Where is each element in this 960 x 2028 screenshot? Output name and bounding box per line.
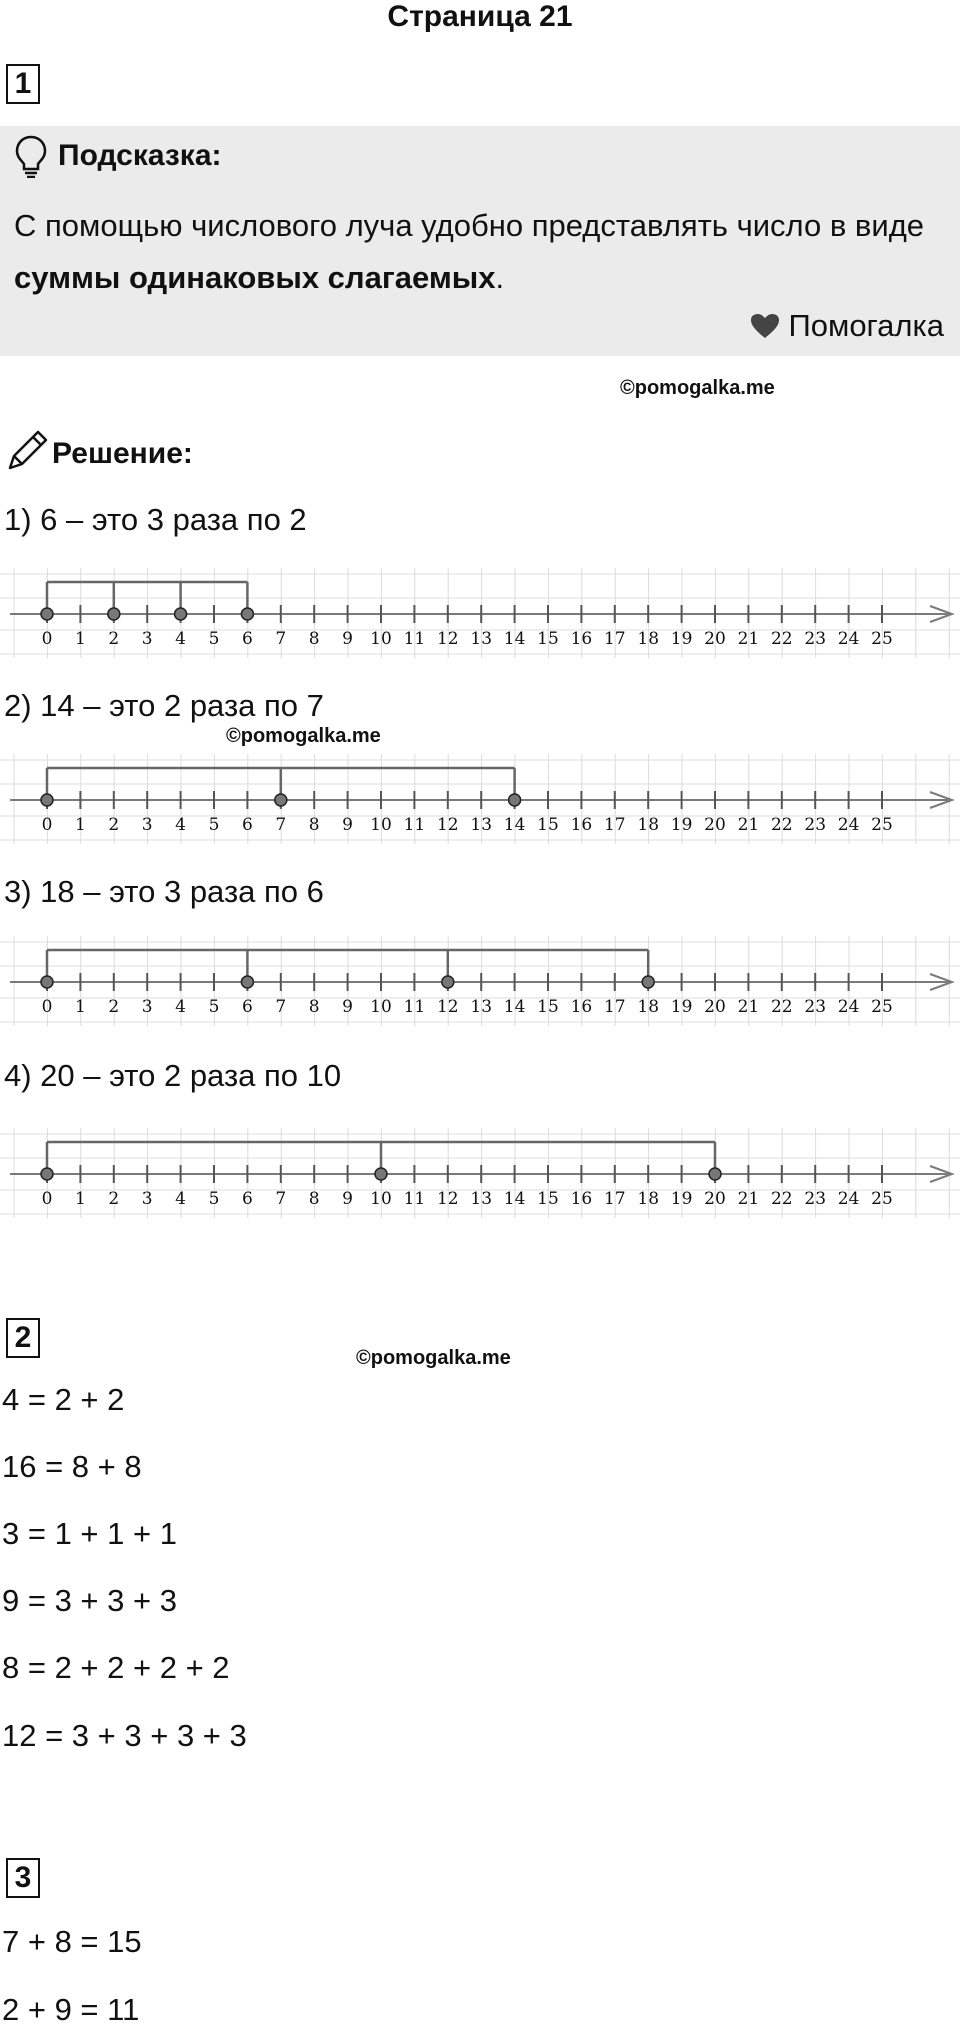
tick-label: 25: [871, 997, 893, 1017]
tick-label: 6: [241, 629, 253, 649]
tick-label: 23: [804, 1189, 827, 1209]
tick-label: 10: [370, 1189, 392, 1209]
tick-label: 24: [837, 997, 860, 1017]
tick-label: 16: [570, 1189, 593, 1209]
watermark: ©pomogalka.me: [356, 1347, 511, 1369]
item-label-4: 4) 20 – это 2 раза по 10: [4, 1058, 342, 1093]
tick-label: 2: [108, 1189, 120, 1209]
tick-label: 20: [704, 629, 726, 649]
tick-label: 19: [670, 629, 693, 649]
page-title: Страница 21: [387, 0, 573, 33]
tick-label: 10: [370, 815, 392, 835]
tick-label: 1: [74, 815, 86, 835]
tick-label: 25: [871, 629, 893, 649]
tick-label: 11: [403, 815, 426, 835]
tick-label: 8: [308, 815, 320, 835]
tick-label: 4: [175, 997, 187, 1017]
tick-label: 21: [737, 629, 760, 649]
tick-label: 7: [275, 629, 287, 649]
tick-label: 16: [570, 629, 593, 649]
tick-label: 18: [637, 815, 660, 835]
tick-label: 21: [737, 1189, 760, 1209]
tick-label: 5: [208, 997, 220, 1017]
tick-label: 20: [704, 1189, 726, 1209]
mark-point: [241, 608, 253, 620]
tick-label: 25: [871, 1189, 893, 1209]
tick-label: 4: [175, 1189, 187, 1209]
tick-label: 13: [470, 629, 493, 649]
tick-label: 19: [670, 997, 693, 1017]
tick-label: 0: [41, 815, 53, 835]
tick-label: 11: [403, 1189, 426, 1209]
tick-label: 14: [503, 997, 526, 1017]
tick-label: 6: [241, 997, 253, 1017]
tick-label: 8: [308, 997, 320, 1017]
number-line-2: [0, 748, 960, 848]
tick-label: 5: [208, 1189, 220, 1209]
number-line-3: [0, 930, 960, 1030]
hint-text: С помощью числового луча удобно представлять число в виде суммы одинаковых слагаемых.: [14, 208, 925, 295]
number-line-4: [0, 1122, 960, 1222]
tick-label: 20: [704, 997, 726, 1017]
mark-point: [41, 1168, 53, 1180]
tick-label: 9: [342, 1189, 354, 1209]
mark-point: [175, 608, 187, 620]
tick-label: 24: [837, 1189, 860, 1209]
tick-label: 1: [74, 629, 86, 649]
tick-label: 23: [804, 629, 827, 649]
tick-label: 13: [470, 815, 493, 835]
mark-point: [41, 794, 53, 806]
tick-label: 2: [108, 997, 120, 1017]
mark-point: [108, 608, 120, 620]
tick-label: 14: [503, 815, 526, 835]
tick-label: 11: [403, 997, 426, 1017]
tick-label: 0: [41, 629, 53, 649]
tick-label: 19: [670, 815, 693, 835]
solution-title: Решение:: [52, 437, 193, 470]
tick-label: 11: [403, 629, 426, 649]
tick-label: 15: [537, 1189, 559, 1209]
tick-label: 19: [670, 1189, 693, 1209]
tick-label: 3: [141, 815, 153, 835]
tick-label: 4: [175, 815, 187, 835]
tick-label: 16: [570, 997, 593, 1017]
heart-icon: [750, 313, 780, 339]
mark-point: [375, 1168, 387, 1180]
equation: 16 = 8 + 8: [2, 1449, 142, 1484]
tick-label: 22: [770, 629, 793, 649]
tick-label: 12: [436, 1189, 459, 1209]
tick-label: 0: [41, 997, 53, 1017]
tick-label: 2: [108, 815, 120, 835]
tick-label: 25: [871, 815, 893, 835]
equation: 12 = 3 + 3 + 3 + 3: [2, 1718, 247, 1753]
equation: 9 = 3 + 3 + 3: [2, 1583, 177, 1618]
tick-label: 22: [770, 997, 793, 1017]
tick-label: 3: [141, 997, 153, 1017]
tick-label: 21: [737, 997, 760, 1017]
tick-label: 24: [837, 815, 860, 835]
tick-label: 18: [637, 1189, 660, 1209]
mark-point: [41, 976, 53, 988]
tick-label: 1: [74, 997, 86, 1017]
tick-label: 13: [470, 1189, 493, 1209]
equation: 4 = 2 + 2: [2, 1382, 125, 1417]
task-number-1: 1: [6, 64, 40, 104]
number-line-1: [0, 562, 960, 662]
tick-label: 8: [308, 1189, 320, 1209]
tick-label: 5: [208, 815, 220, 835]
tick-label: 23: [804, 815, 827, 835]
mark-point: [709, 1168, 721, 1180]
tick-label: 2: [108, 629, 120, 649]
tick-label: 12: [436, 997, 459, 1017]
tick-label: 17: [603, 1189, 626, 1209]
tick-label: 18: [637, 629, 660, 649]
tick-label: 12: [436, 815, 459, 835]
equation: 8 = 2 + 2 + 2 + 2: [2, 1650, 230, 1685]
tick-label: 15: [537, 997, 559, 1017]
mark-point: [442, 976, 454, 988]
item-label-2: 2) 14 – это 2 раза по 7: [4, 688, 324, 723]
equation: 2 + 9 = 11: [2, 1992, 140, 2027]
tick-label: 6: [241, 815, 253, 835]
tick-label: 8: [308, 629, 320, 649]
tick-label: 21: [737, 815, 760, 835]
equation: 7 + 8 = 15: [2, 1924, 142, 1959]
tick-label: 20: [704, 815, 726, 835]
tick-label: 12: [436, 629, 459, 649]
lightbulb-icon: [14, 134, 48, 178]
tick-label: 10: [370, 629, 392, 649]
tick-label: 0: [41, 1189, 53, 1209]
tick-label: 17: [603, 997, 626, 1017]
mark-point: [241, 976, 253, 988]
tick-label: 16: [570, 815, 593, 835]
tick-label: 7: [275, 1189, 287, 1209]
tick-label: 10: [370, 997, 392, 1017]
tick-label: 9: [342, 629, 354, 649]
tick-label: 18: [637, 997, 660, 1017]
tick-label: 15: [537, 815, 559, 835]
mark-point: [41, 608, 53, 620]
tick-label: 17: [603, 815, 626, 835]
tick-label: 7: [275, 815, 287, 835]
hint-brand: Помогалка: [750, 306, 944, 346]
task-number-3: 3: [6, 1858, 40, 1898]
watermark: ©pomogalka.me: [226, 725, 381, 747]
tick-label: 24: [837, 629, 860, 649]
tick-label: 7: [275, 997, 287, 1017]
equation: 3 = 1 + 1 + 1: [2, 1516, 177, 1551]
tick-label: 3: [141, 629, 153, 649]
tick-label: 14: [503, 629, 526, 649]
tick-label: 9: [342, 997, 354, 1017]
tick-label: 4: [175, 629, 187, 649]
tick-label: 6: [241, 1189, 253, 1209]
watermark: ©pomogalka.me: [620, 377, 775, 399]
tick-label: 17: [603, 629, 626, 649]
task-number-2: 2: [6, 1318, 40, 1358]
item-label-3: 3) 18 – это 3 раза по 6: [4, 874, 324, 909]
mark-point: [642, 976, 654, 988]
pencil-icon: [4, 428, 50, 474]
tick-label: 1: [74, 1189, 86, 1209]
tick-label: 22: [770, 1189, 793, 1209]
hint-title: Подсказка:: [58, 139, 222, 172]
tick-label: 9: [342, 815, 354, 835]
item-label-1: 1) 6 – это 3 раза по 2: [4, 502, 307, 537]
tick-label: 5: [208, 629, 220, 649]
tick-label: 3: [141, 1189, 153, 1209]
tick-label: 14: [503, 1189, 526, 1209]
tick-label: 23: [804, 997, 827, 1017]
tick-label: 13: [470, 997, 493, 1017]
tick-label: 15: [537, 629, 559, 649]
mark-point: [509, 794, 521, 806]
mark-point: [275, 794, 287, 806]
tick-label: 22: [770, 815, 793, 835]
